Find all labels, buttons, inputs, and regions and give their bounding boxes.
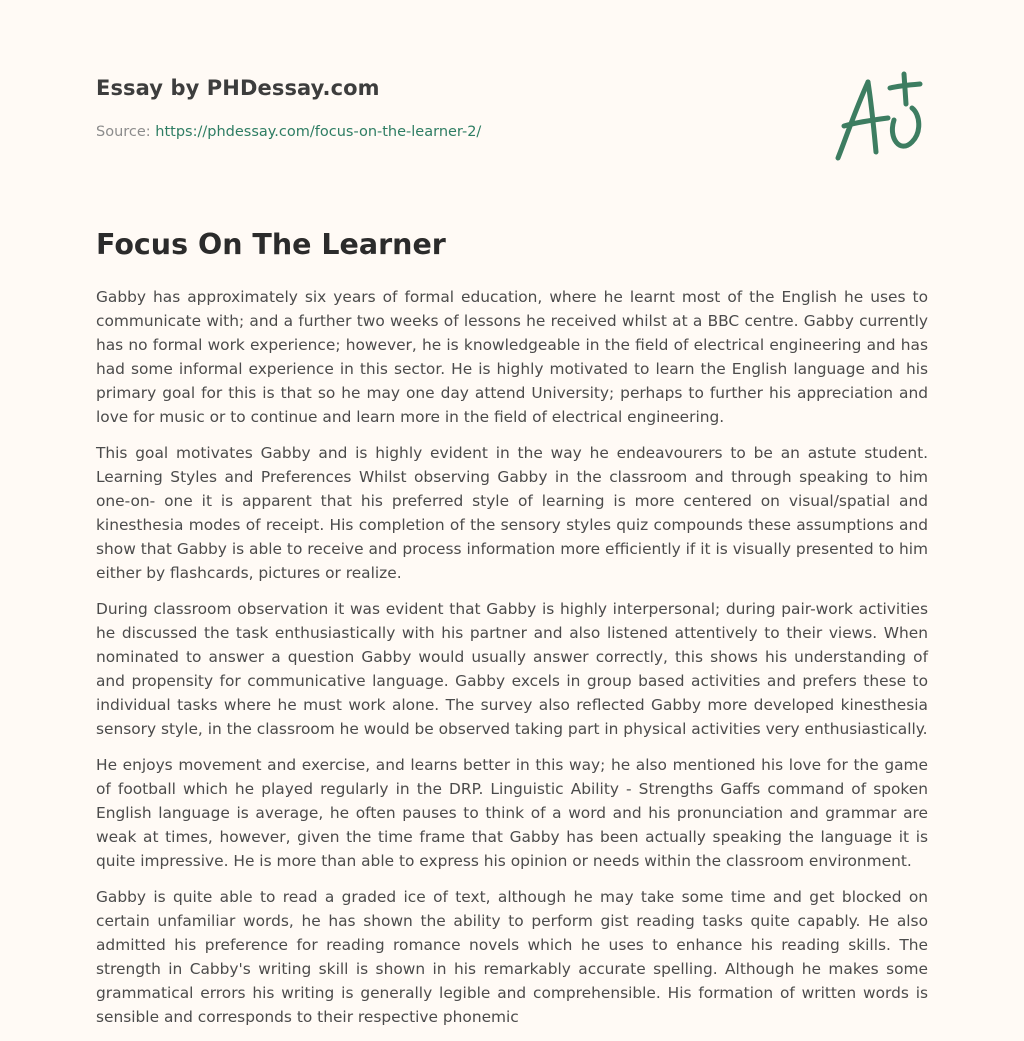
essay-paragraph: Gabby is quite able to read a graded ice of text, although he may take some time and get blocked on certain unfamiliar words, he has shown the ability to perform gist reading tasks quite capably. He also admitted his preference for reading romance novels which he uses to enhance his reading skills. The strength in Cabby's writing skill is shown in his remarkably accurate spelling. Although he makes some grammatical errors his writing is generally legible and comprehensible. His formation of written words is sensible and corresponds to their respective phonemic xyxy=(96,888,928,1026)
essay-title: Focus On The Learner xyxy=(96,228,446,261)
essay-paragraph: This goal motivates Gabby and is highly evident in the way he endeavourers to be an astute student. Learning Styles and Preferences Whilst observing Gabby in the classroom and through speaking to him one-on- one it is apparent that his preferred style of learning is more centered on visual/spatial and kinesthesia modes of receipt. His completion of the sensory styles quiz compounds these assumptions and show that Gabby is able to receive and process information more efficiently if it is visually presented to him either by flashcards, pictures or realize. xyxy=(96,444,928,582)
essay-paragraph: During classroom observation it was evident that Gabby is highly interpersonal; during pair-work activities he discussed the task enthusiastically with his partner and also listened attentively to their views. When nominated to answer a question Gabby would usually answer correctly, this shows his understanding of and propensity for communicative language. Gabby excels in group based activities and prefers these to individual tasks where he must work alone. The survey also reflected Gabby more developed kinesthesia sensory style, in the classroom he would be observed taking part in physical activities very enthusiastically. xyxy=(96,600,928,738)
source-link[interactable]: https://phdessay.com/focus-on-the-learner-2/ xyxy=(155,124,482,140)
essay-paragraph: He enjoys movement and exercise, and learns better in this way; he also mentioned his love for the game of football which he played regularly in the DRP. Linguistic Ability - Strengths Gaffs command of spoken English language is average, he often pauses to think of a word and his pronunciation and grammar are weak at times, however, given the time frame that Gabby has been actually speaking the language it is quite impressive. He is more than able to express his opinion or needs within the classroom environment. xyxy=(96,756,928,870)
page-header xyxy=(96,0,928,200)
a-plus-logo-icon xyxy=(828,68,928,164)
source-label: Source: xyxy=(96,124,156,140)
site-title: Essay by PHDessay.com xyxy=(96,76,380,100)
essay-body xyxy=(96,285,928,1041)
source-line xyxy=(96,124,481,140)
essay-paragraph: Gabby has approximately six years of formal education, where he learnt most of the English he uses to communicate with; and a further two weeks of lessons he received whilst at a BBC centre. Gabby currently has no formal work experience; however, he is knowledgeable in the field of electrical engineering and has had some informal experience in this sector. He is highly motivated to learn the English language and his primary goal for this is that so he may one day attend University; perhaps to further his appreciation and love for music or to continue and learn more in the field of electrical engineering. xyxy=(96,288,928,426)
